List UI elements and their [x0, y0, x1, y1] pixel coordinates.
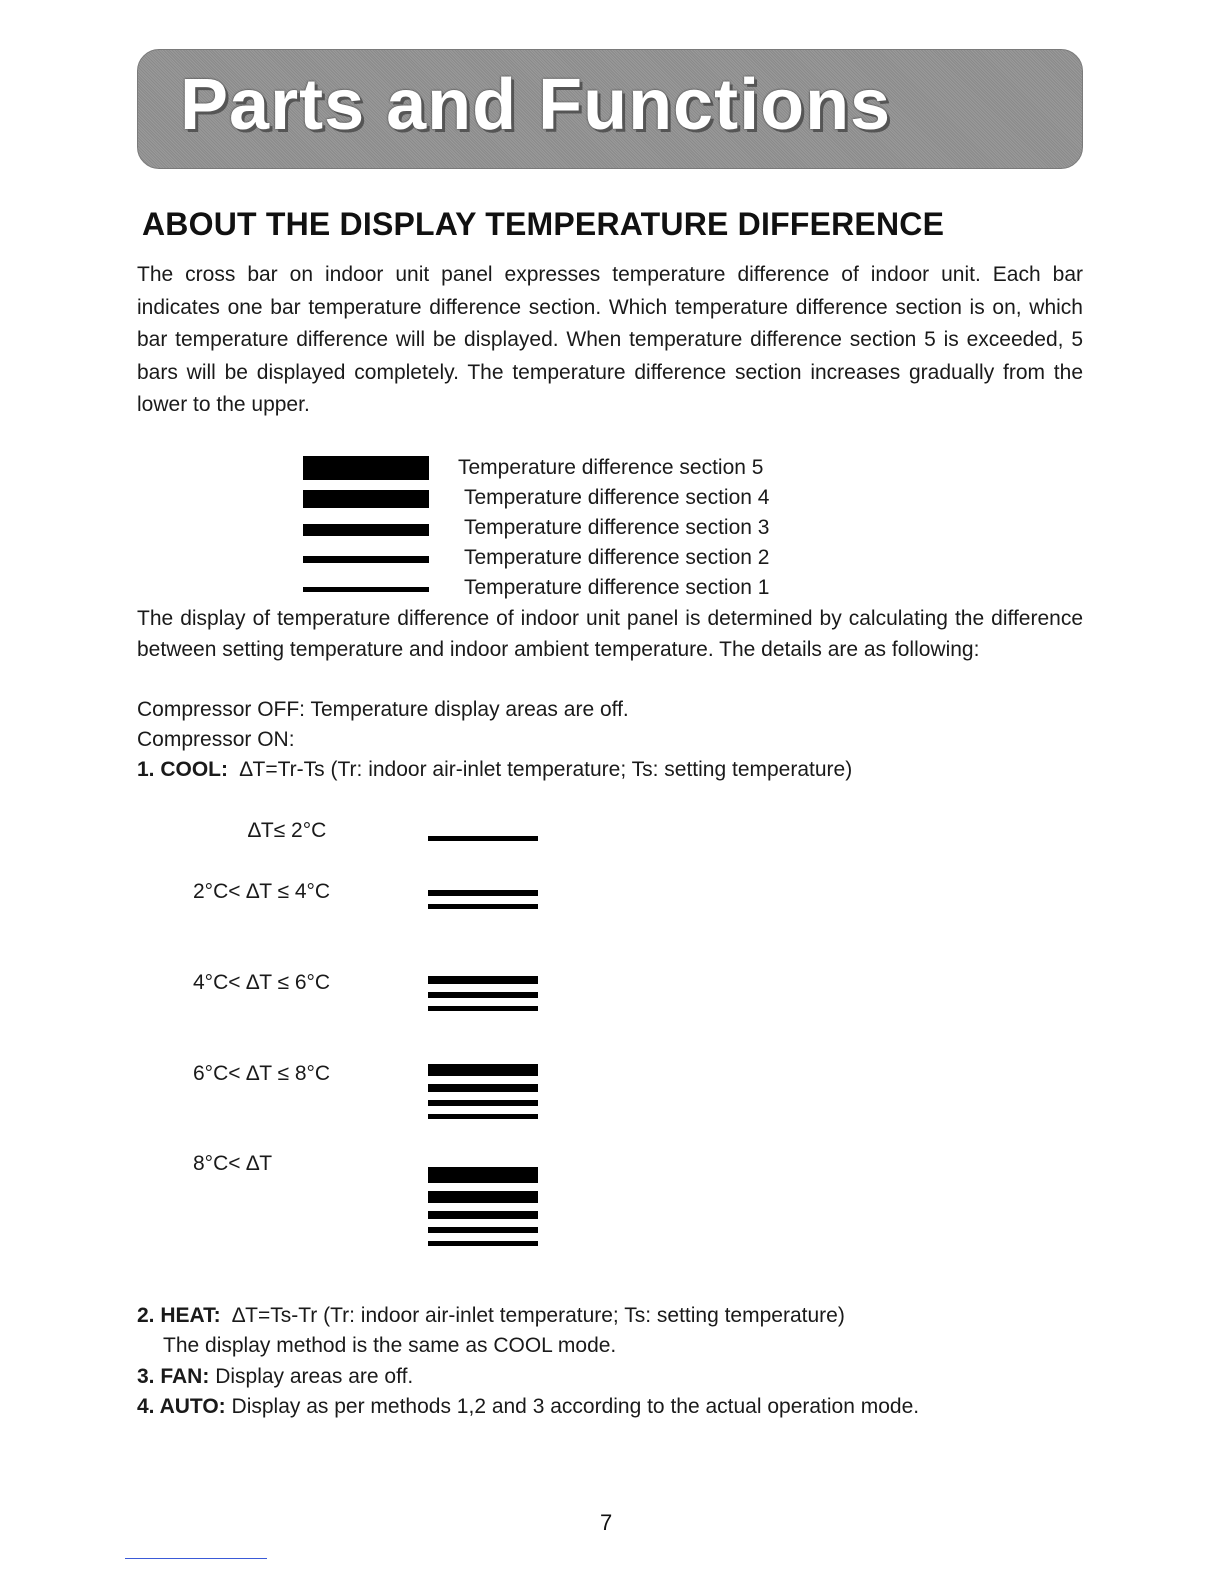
- section-heading: ABOUT THE DISPLAY TEMPERATURE DIFFERENCE: [142, 206, 945, 242]
- intro-paragraph: The cross bar on indoor unit panel expresses temperature difference of indoor unit. Each bar indicates one bar temperature difference section. Which temperature difference section is on, which bar temperature difference will be displayed. When temperature difference section 5 is exceeded, 5 bars will be displayed completely. The temperature difference section increases gradually from the lower to the upper.: [137, 263, 1083, 416]
- range-condition-4: 6°C< ∆T ≤ 8°C: [193, 1062, 331, 1085]
- range-condition-1: ∆T≤ 2°C: [248, 819, 327, 842]
- range-2-bar-1: [428, 890, 538, 896]
- range-4-bar-1: [428, 1064, 538, 1076]
- heat-formula: ∆T=Ts-Tr (Tr: indoor air-inlet temperature; Ts: setting temperature): [232, 1304, 845, 1327]
- title-banner: [137, 49, 1083, 169]
- range-condition-3: 4°C< ∆T ≤ 6°C: [193, 971, 331, 994]
- range-3-bar-2: [428, 992, 538, 998]
- range-5-bar-4: [428, 1227, 538, 1233]
- legend-bar-3: [303, 524, 429, 536]
- legend-label-4: Temperature difference section 4: [464, 486, 770, 509]
- auto-label: 4. AUTO:: [137, 1395, 226, 1418]
- range-condition-2: 2°C< ∆T ≤ 4°C: [193, 880, 331, 903]
- bar-legend: [300, 453, 860, 603]
- heat-line: [137, 1304, 845, 1328]
- page-number: 7: [600, 1510, 613, 1535]
- range-3-bar-3: [428, 1006, 538, 1011]
- legend-row-section-3: [300, 513, 860, 543]
- range-4-bar-2: [428, 1084, 538, 1092]
- auto-text: Display as per methods 1,2 and 3 according to the actual operation mode.: [231, 1395, 920, 1418]
- legend-row-section-5: [300, 453, 860, 483]
- cool-formula: ∆T=Tr-Ts (Tr: indoor air-inlet temperature; Ts: setting temperature): [239, 758, 853, 781]
- range-5-bar-5: [428, 1241, 538, 1246]
- cool-label: 1. COOL:: [137, 758, 229, 781]
- legend-bar-5: [303, 456, 429, 480]
- legend-bar-2: [303, 556, 429, 563]
- heat-label: 2. HEAT:: [137, 1304, 221, 1327]
- legend-bar-1: [303, 587, 429, 592]
- range-2-bar-2: [428, 904, 538, 909]
- legend-row-section-2: [300, 543, 860, 573]
- page-title: Parts and Functions: [180, 65, 892, 145]
- legend-row-section-1: [300, 573, 860, 603]
- fan-text: Display areas are off.: [215, 1365, 414, 1388]
- heat-note: The display method is the same as COOL mode.: [163, 1334, 617, 1357]
- legend-row-section-4: [300, 483, 860, 513]
- range-5-bar-1: [428, 1167, 538, 1183]
- footer-rule: [125, 1558, 267, 1559]
- compressor-on-text: Compressor ON:: [137, 728, 295, 751]
- range-bar-indicators: [428, 0, 540, 1300]
- details-paragraph: The display of temperature difference of indoor unit panel is determined by calculating the difference between setting temperature and indoor ambient temperature. The details are as following:: [137, 607, 1083, 661]
- range-3-bar-1: [428, 976, 538, 984]
- fan-line: [137, 1365, 413, 1389]
- compressor-off-text: Compressor OFF: Temperature display areas are off.: [137, 698, 629, 721]
- legend-label-5: Temperature difference section 5: [458, 456, 764, 479]
- legend-bar-4: [303, 490, 429, 508]
- range-5-bar-3: [428, 1211, 538, 1219]
- range-5-bar-2: [428, 1191, 538, 1203]
- auto-line: [137, 1395, 919, 1419]
- fan-label: 3. FAN:: [137, 1365, 210, 1388]
- legend-label-2: Temperature difference section 2: [464, 546, 770, 569]
- legend-label-3: Temperature difference section 3: [464, 516, 770, 539]
- range-condition-5: 8°C< ∆T: [193, 1152, 273, 1175]
- range-4-bar-4: [428, 1114, 538, 1119]
- legend-label-1: Temperature difference section 1: [464, 576, 770, 599]
- range-1-bar-1: [428, 836, 538, 841]
- range-4-bar-3: [428, 1100, 538, 1106]
